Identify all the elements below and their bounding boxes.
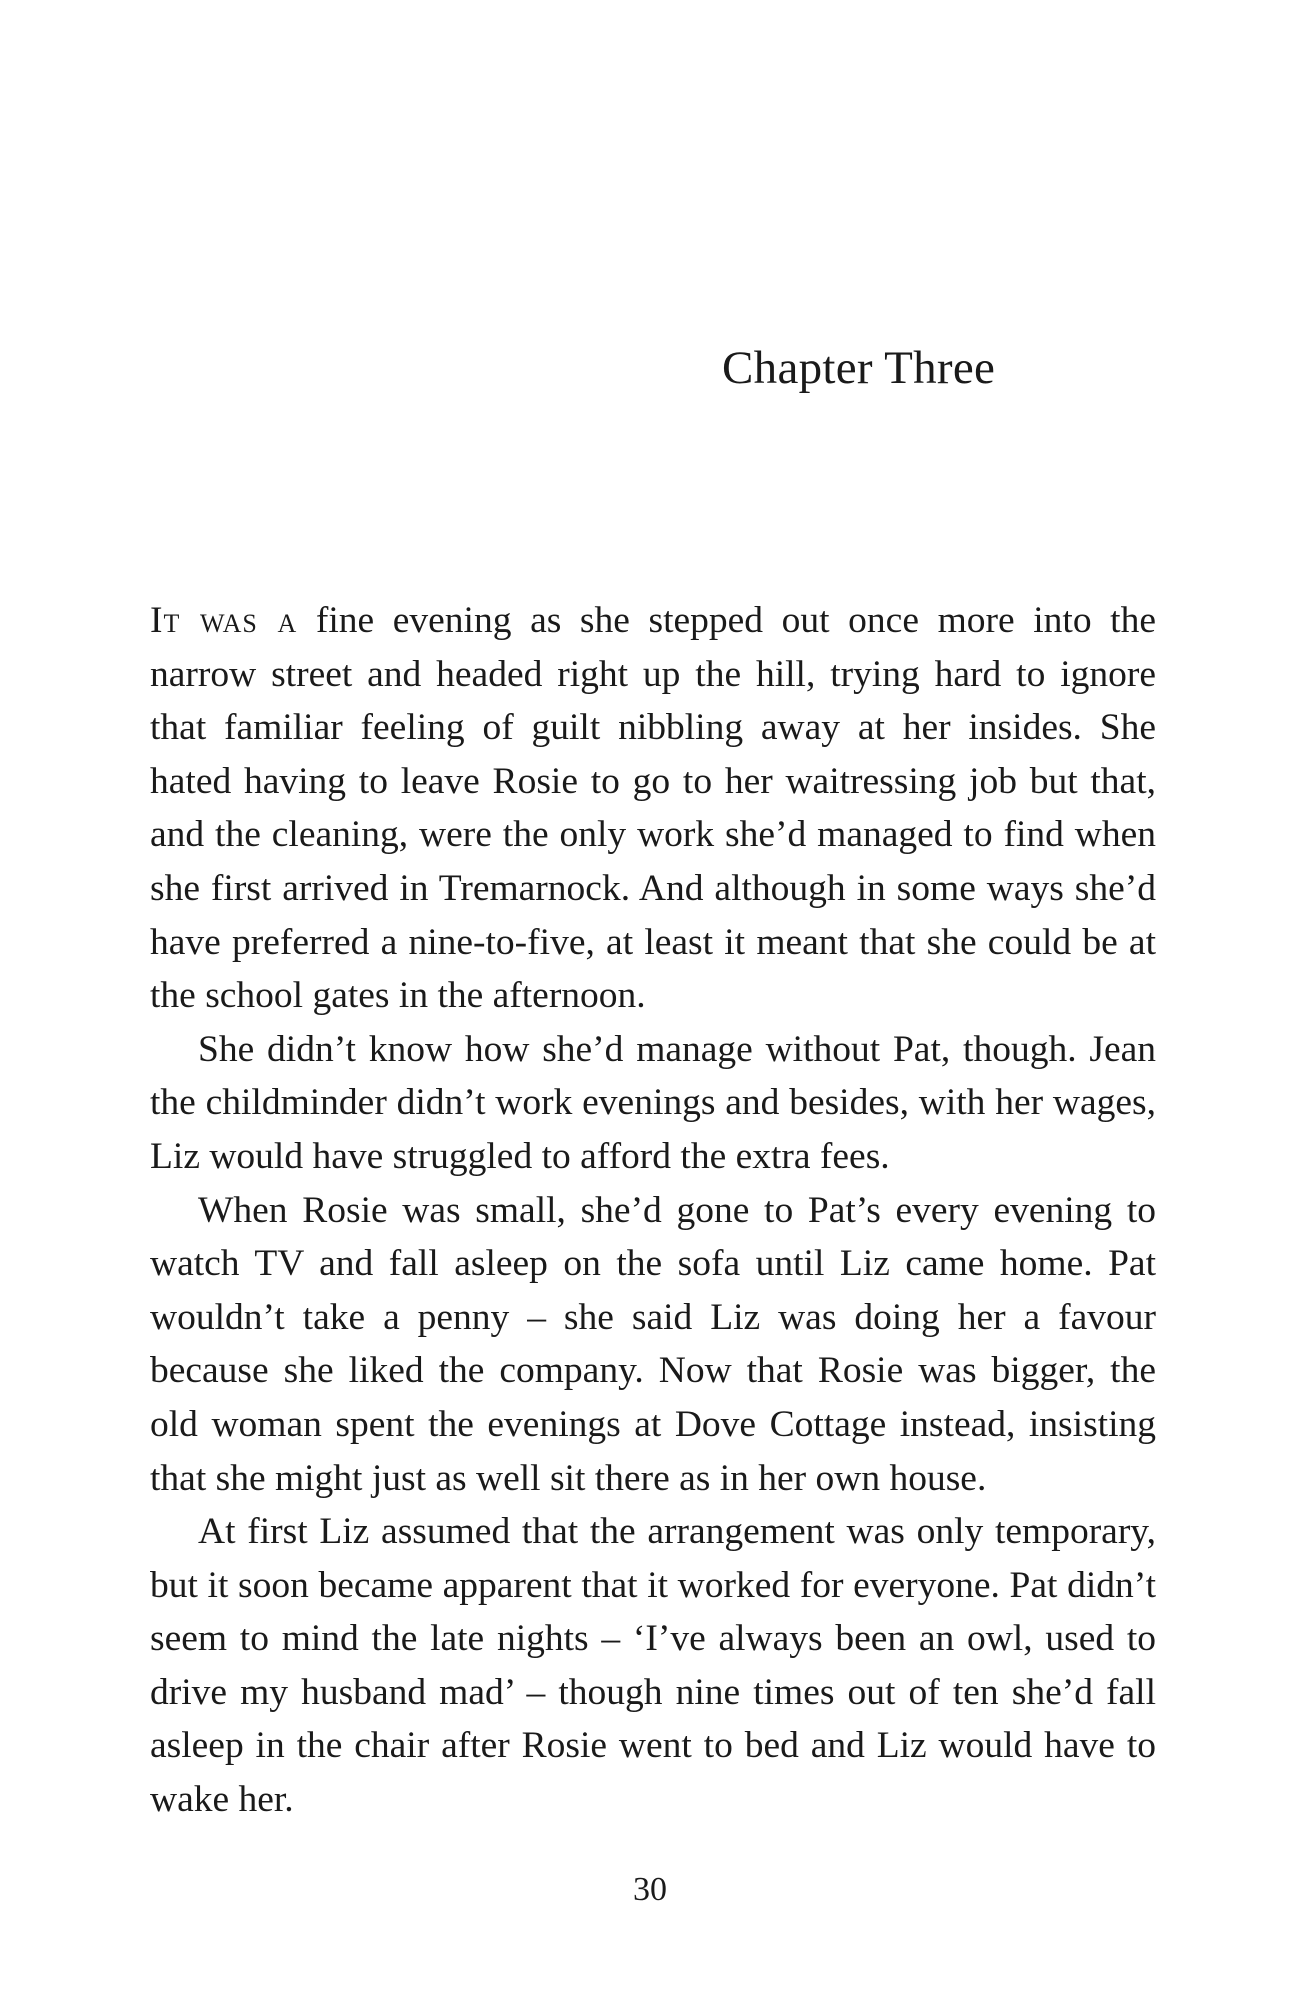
paragraph-arrangement: At first Liz assumed that the arrangement was only temporary, but it soon became apparent that it worked for everyone. Pat didn’t seem to mind the late nights – ‘I’ve always been an owl, used to drive my husband mad’ – though nine times out of ten she’d fall asleep in the chair after Rosie went to bed and Liz would have to wake her.: [150, 1511, 1156, 1821]
opening-paragraph-text: fine evening as she stepped out once more into the narrow street and headed right up the hill, trying hard to ignore that familiar feeling of guilt nibbling away at her insides. She hated having to leave Rosie to go to her waitressing job but that, and the cleaning, were the only work she’d managed to find when she first arrived in Tremarnock. And although in some ways she’d have preferred a nine-to-five, at least it meant that she could be at the school gates in the afternoon.: [150, 600, 1156, 1017]
chapter-title: Chapter Three: [722, 342, 996, 394]
page-number: 30: [633, 1871, 667, 1908]
opening-paragraph: [150, 594, 1156, 1023]
chapter-body: [150, 594, 1156, 1827]
opening-lead-in: It was a: [150, 600, 298, 641]
paragraph-pat: She didn’t know how she’d manage without Pat, though. Jean the childminder didn’t work evenings and besides, with her wages, Liz would have struggled to afford the extra fees.: [150, 1028, 1156, 1177]
paragraph-rosie-small: When Rosie was small, she’d gone to Pat’s every evening to watch TV and fall asleep on the sofa until Liz came home. Pat wouldn’t take a penny – she said Liz was doing her a favour because she liked the company. Now that Rosie was bigger, the old woman spent the evenings at Dove Cottage instead, insisting that she might just as well sit there as in her own house.: [150, 1189, 1156, 1499]
